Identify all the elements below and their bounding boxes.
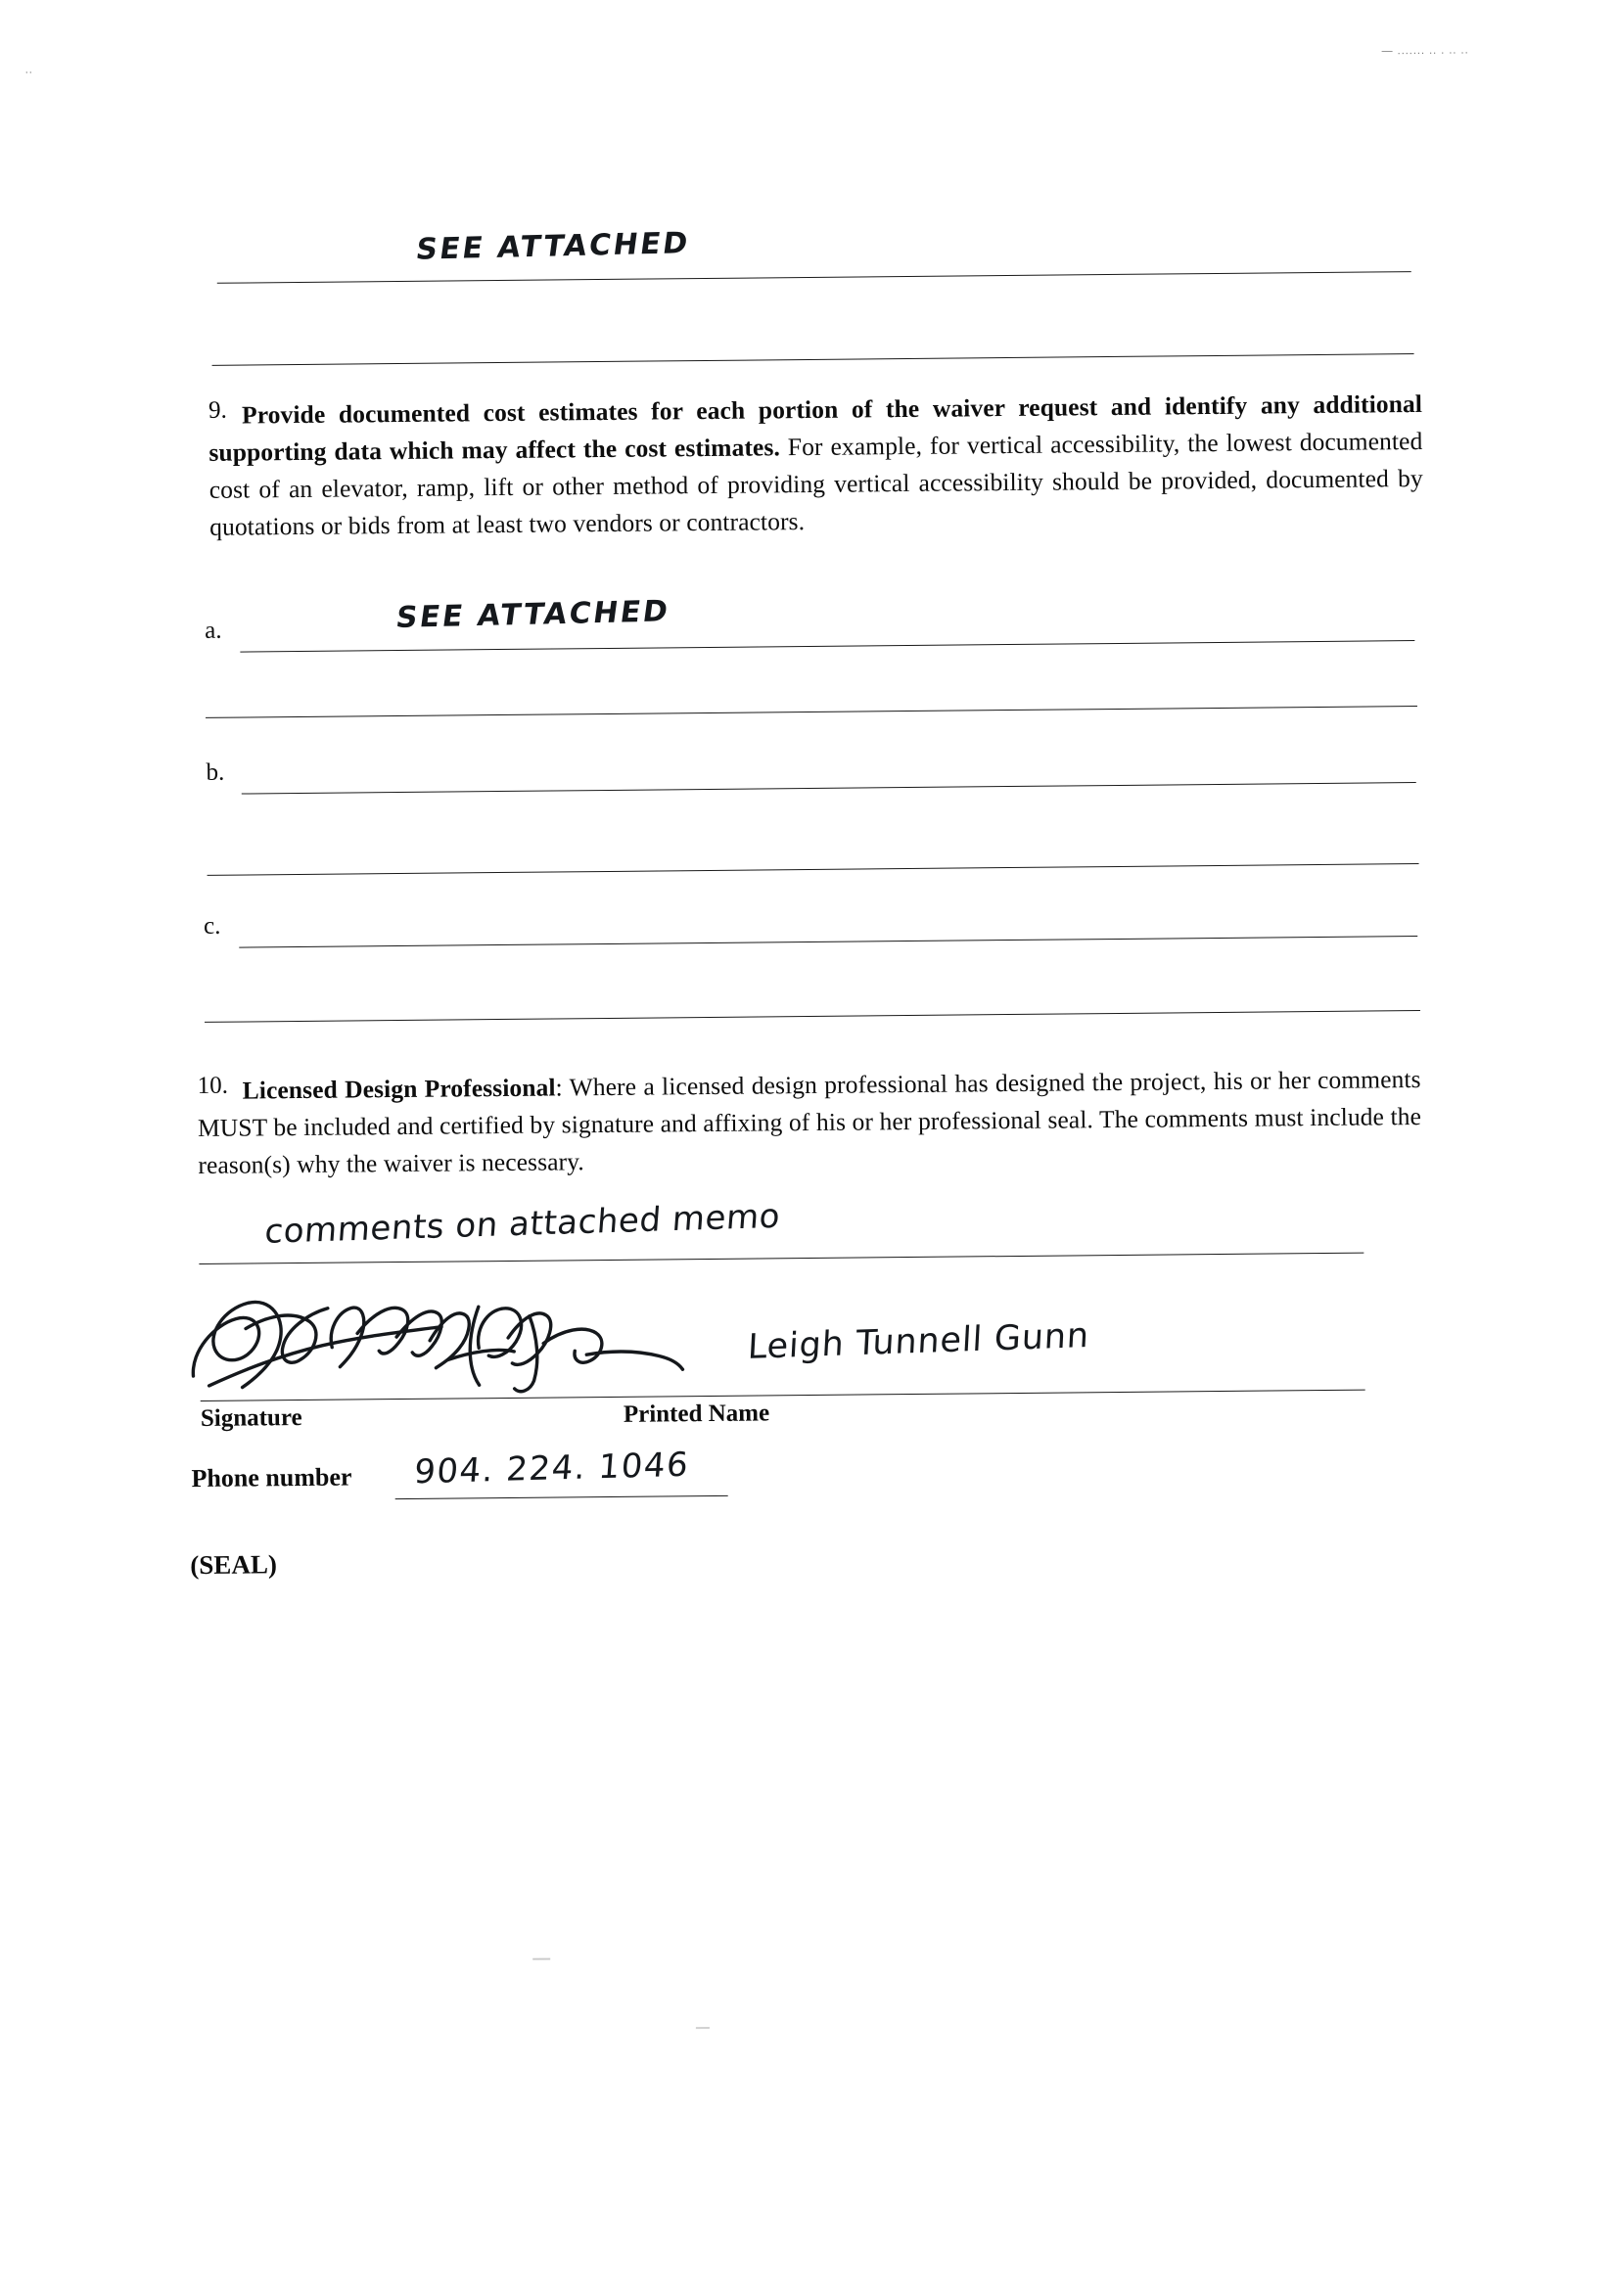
- item-10-text: [198, 1061, 1422, 1184]
- item-9a-value: SEE ATTACHED: [393, 594, 672, 636]
- item-9c-letter: c.: [203, 912, 221, 940]
- item-9a-rule[interactable]: [240, 640, 1414, 653]
- item-9b-letter: b.: [206, 758, 225, 786]
- item-9-number: 9.: [208, 396, 227, 424]
- seal-label: (SEAL): [190, 1549, 277, 1581]
- item-9c-rule[interactable]: [239, 936, 1417, 948]
- item-9-text: [208, 386, 1423, 546]
- phone-label: Phone number: [191, 1462, 352, 1493]
- item-9c-rule-cont[interactable]: [205, 1010, 1420, 1023]
- header-answer-rule-1[interactable]: [217, 271, 1411, 284]
- item-10-comment-value: comments on attached memo: [263, 1196, 782, 1252]
- phone-rule[interactable]: [395, 1495, 728, 1499]
- item-9-bold-lead: Provide documented cost estimates for each portion of the waiver request and identify any additional supporting data which may affect the cost estimates.: [208, 389, 1423, 467]
- item-9a-rule-cont[interactable]: [206, 706, 1417, 718]
- scan-artifact-right: — ....... .. . .. ..: [1381, 44, 1469, 58]
- printed-name-label: Printed Name: [623, 1400, 770, 1428]
- item-9b-rule[interactable]: [242, 782, 1416, 795]
- signature-mark: [185, 1285, 734, 1398]
- scan-speck-1: [532, 1958, 550, 1960]
- header-answer-rule-2[interactable]: [212, 353, 1414, 366]
- printed-name-value: Leigh Tunnell Gunn: [746, 1316, 1090, 1367]
- scan-artifact-left: ..: [24, 64, 33, 76]
- phone-value: 904. 224. 1046: [412, 1445, 691, 1492]
- item-10-number: 10.: [197, 1072, 229, 1100]
- item-9-rest: For example, for vertical accessibility, the lowest documented cost of an elevator, ramp, lift or other method of providing vertical accessibility should be provided, documented by quotations or bids from at least two vendors or contractors.: [208, 426, 1423, 541]
- header-answer-value-1: SEE ATTACHED: [413, 226, 693, 267]
- scan-speck-2: [696, 2027, 710, 2029]
- item-9a-letter: a.: [205, 617, 222, 644]
- item-9b-rule-cont[interactable]: [208, 863, 1419, 876]
- item-10-bold-lead: Licensed Design Professional: [242, 1073, 556, 1105]
- item-10-comment-rule[interactable]: [199, 1253, 1364, 1264]
- item-10-rest: : Where a licensed design professional has designed the project, his or her comments MUST be included and certified by signature and affixing of his or her professional seal. The comments must include the reason(s) why the waiver is necessary.: [197, 1065, 1422, 1180]
- signature-label: Signature: [200, 1403, 302, 1432]
